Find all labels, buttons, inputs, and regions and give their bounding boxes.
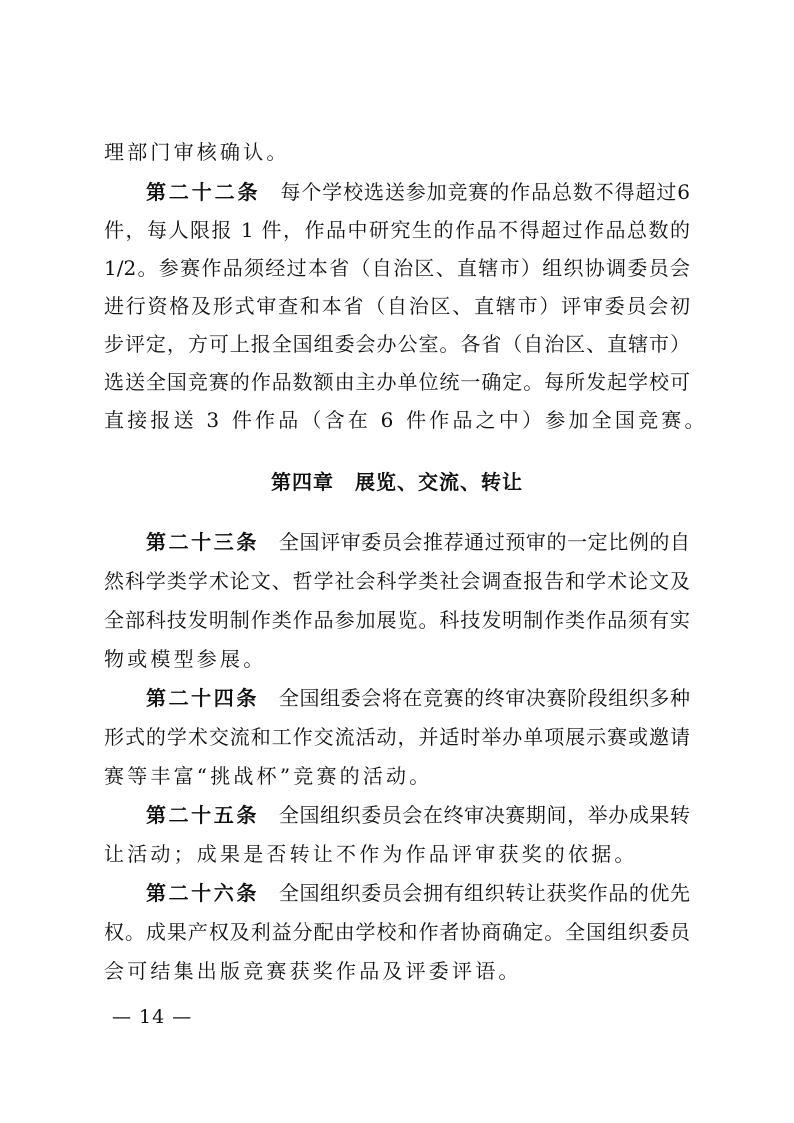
text-line: 权。成果产权及利益分配由学校和作者协商确定。全国组织委员 — [104, 920, 690, 944]
text-line: 1/2。参赛作品须经过本省（自治区、直辖市）组织协调委员会 — [104, 256, 690, 280]
text-line: 赛等丰富“挑战杯”竞赛的活动。 — [104, 764, 433, 788]
text-line: 进行资格及形式审查和本省（自治区、直辖市）评审委员会初 — [104, 294, 690, 318]
article-heading: 第二十二条 — [146, 180, 261, 204]
text-line: 形式的学术交流和工作交流活动，并适时举办单项展示赛或邀请 — [104, 725, 690, 749]
article-paragraph-start — [146, 180, 690, 204]
article-paragraph-start — [146, 530, 690, 554]
page-number: — 14 — — [112, 1006, 193, 1028]
text-line: 全国组织委员会在终审决赛期间，举办成果转 — [278, 803, 691, 827]
text-line: 全部科技发明制作类作品参加展览。科技发明制作类作品须有实 — [104, 608, 690, 632]
text-line: 件，每人限报 1 件，作品中研究生的作品不得超过作品总数的 — [104, 218, 690, 242]
article-paragraph-start — [146, 881, 690, 905]
article-heading: 第二十六条 — [146, 881, 259, 905]
chapter-title: 第四章 展览、交流、转让 — [271, 470, 523, 494]
text-line: 选送全国竞赛的作品数额由主办单位统一确定。每所发起学校可 — [104, 370, 690, 394]
text-line: 会可结集出版竞赛获奖作品及评委评语。 — [104, 959, 522, 983]
article-heading: 第二十三条 — [146, 530, 259, 554]
text-line: 理部门审核确认。 — [104, 140, 290, 164]
text-line: 直接报送 3 件作品（含在 6 件作品之中）参加全国竞赛。 — [104, 408, 708, 432]
article-heading: 第二十五条 — [146, 803, 259, 827]
text-line: 让活动；成果是否转让不作为作品评审获奖的依据。 — [104, 842, 638, 866]
text-line: 物或模型参展。 — [104, 647, 267, 671]
text-line: 全国组织委员会拥有组织转让获奖作品的优先 — [278, 881, 691, 905]
article-paragraph-start — [146, 686, 690, 710]
article-heading: 第二十四条 — [146, 686, 259, 710]
text-line: 全国组委会将在竞赛的终审决赛阶段组织多种 — [278, 686, 691, 710]
text-line: 然科学类学术论文、哲学社会科学类社会调查报告和学术论文及 — [104, 569, 690, 593]
text-line: 步评定，方可上报全国组委会办公室。各省（自治区、直辖市） — [104, 332, 690, 356]
text-line: 每个学校选送参加竞赛的作品总数不得超过6 — [280, 180, 690, 204]
text-line: 全国评审委员会推荐通过预审的一定比例的自 — [278, 530, 691, 554]
article-paragraph-start — [146, 803, 690, 827]
